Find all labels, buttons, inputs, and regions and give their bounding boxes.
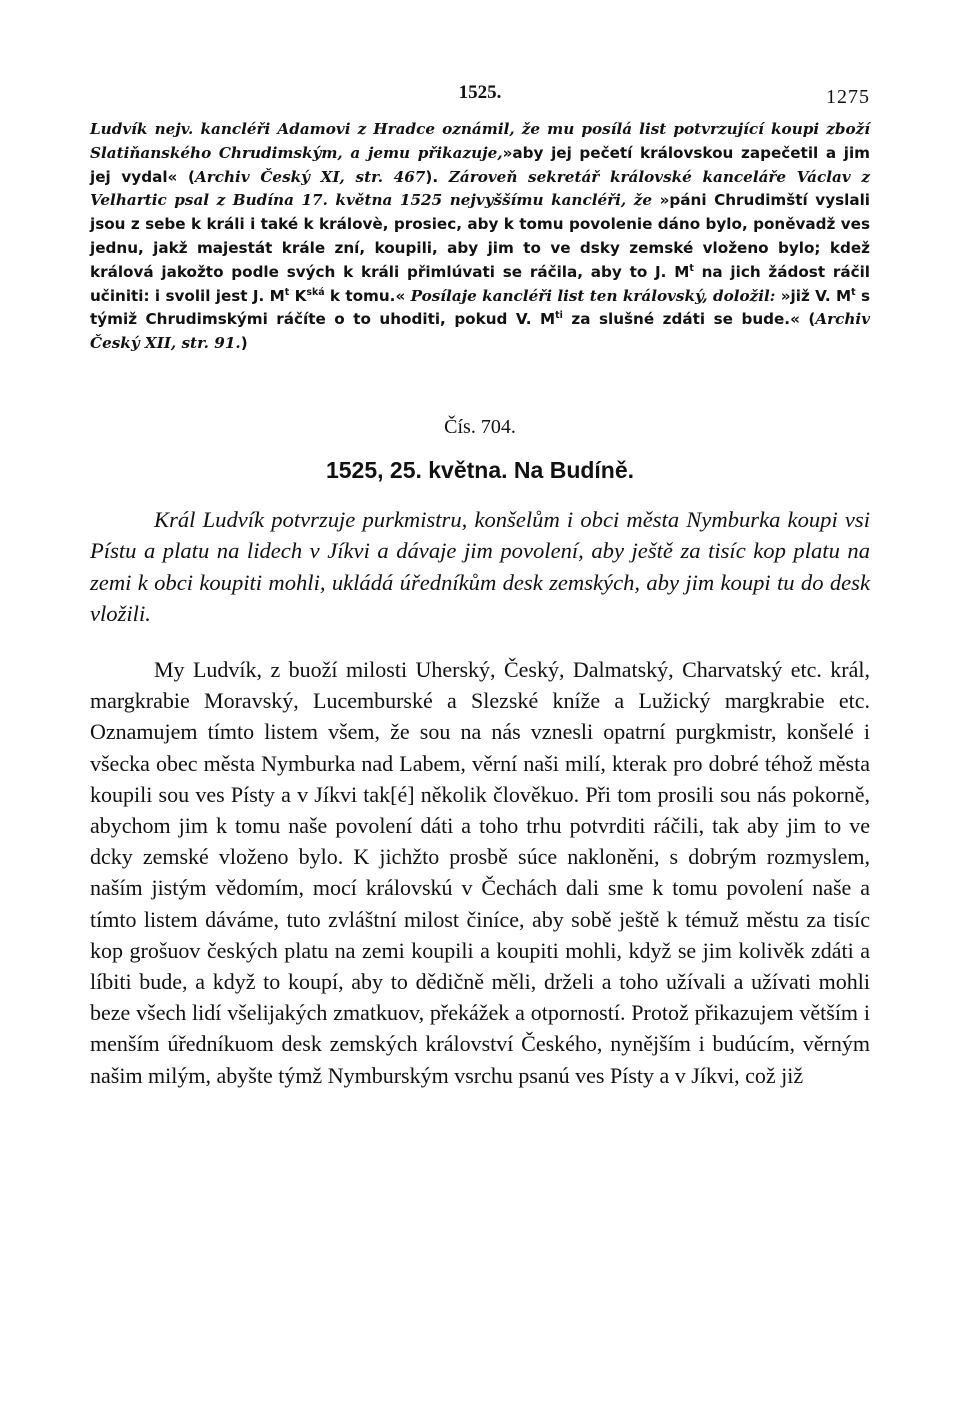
note-italic-1: Ludvík nejv. kancléři Adamovi z Hradce oznámil, že mu posílá list potvrzující koupi zboží Slatiňanského Chrudimským, a jemu přikazuje,	[90, 120, 870, 162]
note-text-6: s týmiž Chrudimskými ráčíte o to uhoditi, pokud V. M	[90, 286, 871, 329]
note-italic-3: Posílaje kancléři list ten královský, doložil:	[410, 286, 776, 305]
document-summary: Král Ludvík potvrzuje purkmistru, konšelům i obci města Nymburka koupi vsi Pístu a platu na lidech v Jíkvi a dávaje jim povolení, aby ještě za tisíc kop platu na zemi k obci koupiti mohli, ukládá úředníkům desk zemských, aby jim koupi tu do desk vložili.	[90, 506, 870, 627]
note-citation-2: Archiv Český XII, str. 91.	[90, 310, 871, 353]
note-text-5: k tomu.«	[324, 286, 411, 305]
page	[90, 78, 870, 1113]
header-year: 1525.	[458, 82, 502, 103]
note-quote-2: »páni Chrudimští vyslali jsou z sebe k králi i také k královè, prosiec, aby k tomu povolenie dáno bylo, poněvadž ves jednu, jakž majestát krále zní, koupili, aby jim to ve dsky zemské vloženo bylo; kdež králová jakožto podle svých k králi přimlúvati se ráčila, aby to J. M	[90, 191, 870, 281]
running-header	[90, 78, 870, 118]
note-text-8: )	[240, 334, 248, 353]
note-quote-3: »již V. M	[775, 286, 852, 305]
note-sup-3: ská	[306, 286, 325, 298]
note-italic-2: Zároveň sekretář královské kanceláře Václav z Velhartic psal z Budína 17. května 1525 nejvyššímu kancléři, že	[90, 167, 871, 210]
document-text: My Ludvík, z buoží milosti Uherský, Český, Dalmatský, Charvatský etc. král, margkrabie Moravský, Lucemburské a Slezské kníže a Lužický margkrabie etc. Oznamujem tímto listem všem, že sou na nás vznesli opatrní purgkmistr, konšelé i všecka obec města Nymburka nad Labem, věrní naši milí, kterak pro dobré téhož města koupili sou ves Písty a v Jíkvi tak[é] několik člověkuo. Při tom prosili sou nás pokorně, abychom jim k tomu naše povolení dáti a toho trhu potvrditi ráčili, tak aby jim to ve dcky zemské vloženo bylo. K jichžto prosbě súce nakloněni, s dobrým rozmyslem, naším jistým vědomím, mocí královskú v Čechách dali sme k tomu povolení naše a tímto listem dáváme, tuto zvláštní milost činíce, aby sobě ještě k témuž městu za tisíc kop grošuov českých platu na zemi koupili a koupiti mohli, když se jim kolivěk zdáti a líbiti bude, a když to koupí, aby to dědičně měli, drželi a toho užívali a užívati mohli beze všech lidí všelijakých zmatkuov, překážek a otporností. Protož přikazujem větším i menším úředníkuom desk zemských království Českého, nynějším i budúcím, věrným našim milým, abyšte týmž Nymburským vsrchu psanú ves Písty a v Jíkvi, což již	[90, 656, 870, 1088]
note-text-4: K	[289, 286, 307, 305]
note-sup-4: t	[851, 286, 856, 298]
note-citation-1: Archiv Český XI, str. 467	[194, 167, 426, 186]
document-number: Čís. 704.	[444, 415, 516, 438]
editorial-note	[90, 118, 870, 356]
document-date-heading: 1525, 25. května. Na Budíně.	[325, 456, 635, 483]
note-text-7: za slušné zdáti se bude.« (	[562, 310, 816, 329]
note-sup-5: ti	[555, 310, 563, 322]
note-sup-2: t	[284, 286, 290, 298]
note-text-2: ).	[425, 167, 449, 186]
note-quote-1: »aby jej pečetí královskou zapečetil a jim jej vydal« (	[90, 143, 870, 186]
note-sup-1: t	[689, 262, 694, 274]
page-number: 1275	[826, 86, 870, 108]
note-text-3: na jich žádost ráčil učiniti: i svolil jest J. M	[90, 262, 870, 305]
